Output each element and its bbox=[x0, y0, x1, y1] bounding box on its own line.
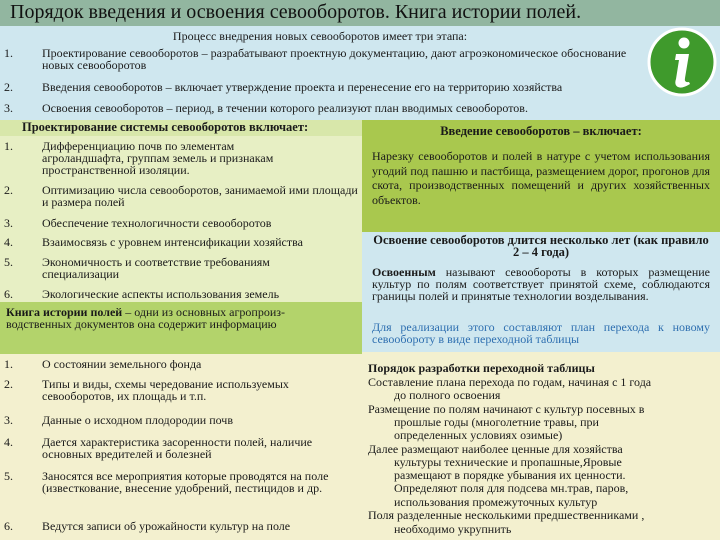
osv-text: называют севообороты в которых размещение культур по полям соответствует принятой схеме, соблюдаются границы полей и принятые технологии возделывания. bbox=[372, 265, 710, 303]
table-line-11: Поля разделенные несколькими предшественниками , bbox=[368, 508, 645, 522]
table-line-9: Определяют поля для подсева мн.трав, паров, bbox=[394, 481, 629, 495]
design-num-5: 5. bbox=[4, 255, 13, 269]
design-num-6: 6. bbox=[4, 287, 13, 301]
kniga-lead: Книга истории полей bbox=[6, 305, 123, 319]
kniga-num-4: 4. bbox=[4, 435, 13, 449]
mastering-section bbox=[362, 232, 720, 352]
table-line-5: определенных условиях озимые) bbox=[394, 428, 563, 442]
osv-lead: Освоенным bbox=[372, 265, 436, 279]
intro-num-2: 2. bbox=[4, 80, 13, 94]
kniga-list bbox=[0, 354, 362, 540]
page-title: Порядок введения и освоения севооборотов. Книга истории полей. bbox=[0, 0, 720, 26]
table-line-3: Размещение по полям начинают с культур посевных в bbox=[368, 402, 645, 416]
kniga-item-text-3: Данные о исходном плодородии почв bbox=[42, 413, 234, 427]
design-text-4: Взаимосвязь с уровнем интенсификации хозяйства bbox=[42, 235, 303, 249]
design-heading: Проектирование системы севооборотов включает: bbox=[22, 120, 309, 134]
design-text-2: Оптимизацию числа севооборотов, занимаемой ими площади и размера полей bbox=[42, 183, 358, 209]
osv-blue-text: Для реализации этого составляют план перехода к новому севообороту в виде переходной таблицы bbox=[372, 320, 710, 346]
design-num-4: 4. bbox=[4, 235, 13, 249]
design-text-5: Экономичность и соответствие требованиям специализации bbox=[42, 255, 270, 281]
intro-text-3: Освоения севооборотов – период, в течении которого реализуют план вводимых севооборотов. bbox=[42, 101, 528, 115]
info-icon bbox=[646, 26, 718, 98]
intro-num-3: 3. bbox=[4, 101, 13, 115]
kniga-num-3: 3. bbox=[4, 413, 13, 427]
intro-num-1: 1. bbox=[4, 46, 13, 60]
design-num-1: 1. bbox=[4, 139, 13, 153]
kniga-num-1: 1. bbox=[4, 357, 13, 371]
kniga-item-text-6: Ведутся записи об урожайности культур на поле bbox=[42, 519, 291, 533]
design-num-3: 3. bbox=[4, 216, 13, 230]
intro-text-2: Введения севооборотов – включает утверждение проекта и перенесение его на территорию хозяйства bbox=[42, 80, 563, 94]
kniga-text-block bbox=[6, 306, 336, 330]
table-line-2: до полного освоения bbox=[394, 388, 501, 402]
osv-heading: Освоение севооборотов длится несколько лет (как правило 2 – 4 года) bbox=[373, 233, 709, 259]
kniga-item-text-1: О состоянии земельного фонда bbox=[42, 357, 202, 371]
table-heading: Порядок разработки переходной таблицы bbox=[368, 361, 595, 375]
design-section bbox=[0, 120, 362, 302]
table-line-6: Далее размещают наиболее ценные для хозяйства bbox=[368, 442, 623, 456]
kniga-num-5: 5. bbox=[4, 469, 13, 483]
kniga-num-6: 6. bbox=[4, 519, 13, 533]
table-line-10: использования промежуточных культур bbox=[394, 495, 598, 509]
kniga-text: – одни из основных агропроиз-водственных документов она содержит информацию bbox=[6, 305, 285, 331]
intro-section bbox=[0, 26, 720, 120]
design-text-6: Экологические аспекты использования земель bbox=[42, 287, 280, 301]
design-text-3: Обеспечение технологичности севооборотов bbox=[42, 216, 272, 230]
transition-table-section bbox=[362, 352, 720, 540]
kniga-num-2: 2. bbox=[4, 377, 13, 391]
table-line-12: необходимо укрупнить bbox=[394, 522, 512, 536]
osv-text-block bbox=[372, 266, 710, 302]
design-text-1: Дифференциацию почв по элементам агроландшафта, группам земель и признакам пространственной изоляции. bbox=[42, 139, 274, 177]
intro-heading: Процесс внедрения новых севооборотов имеет три этапа: bbox=[172, 29, 468, 43]
table-line-4: прошлые годы (многолетние травы, при bbox=[394, 415, 599, 429]
intro-text-1: Проектирование севооборотов – разрабатывают проектную документацию, дают агроэкономическое обоснование новых севооборотов bbox=[42, 46, 627, 72]
table-line-8: размещают в порядке убывания их ценности. bbox=[394, 468, 626, 482]
kniga-item-text-5: Заносятся все мероприятия которые проводятся на поле (известкование, внесение удобрений, пестицидов и др. bbox=[42, 469, 329, 495]
kniga-item-text-2: Типы и виды, схемы чередование используемых севооборотов, их площадь и т.п. bbox=[42, 377, 289, 403]
table-line-7: культуры технические и пропашные,Яровые bbox=[394, 455, 622, 469]
vved-text: Нарезку севооборотов и полей в натуре с учетом использования угодий под пашню и пастбища, размещением дорог, прогонов для скота, производственных помещений и других хозяйственных объектов. bbox=[372, 149, 710, 207]
field-history-book-section bbox=[0, 302, 362, 354]
kniga-item-text-4: Дается характеристика засоренности полей, наличие основных вредителей и болезней bbox=[42, 435, 313, 461]
table-line-1: Составление плана перехода по годам, начиная с 1 года bbox=[368, 375, 652, 389]
vved-heading: Введение севооборотов – включает: bbox=[440, 124, 642, 138]
introduction-section bbox=[362, 120, 720, 232]
design-num-2: 2. bbox=[4, 183, 13, 197]
